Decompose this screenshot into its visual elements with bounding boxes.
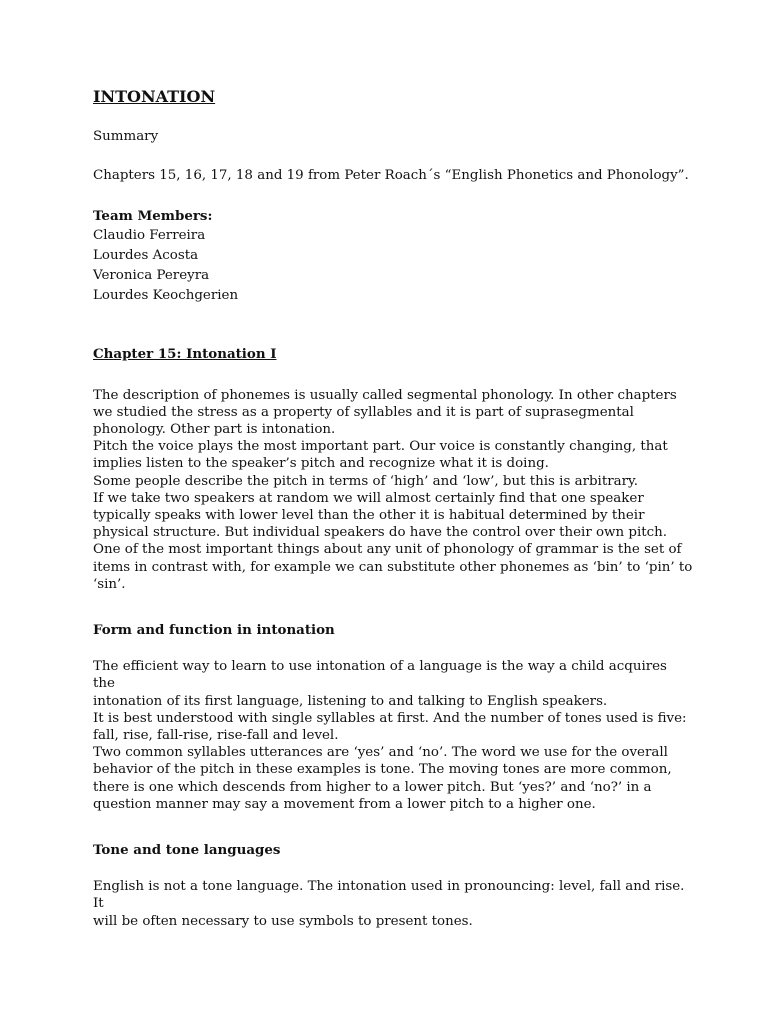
chapter15-body: The description of phonemes is usually called segmental phonology. In other chapters we studied the stress as a property of syllables and it is part of suprasegmental phonology. Other part is intonation. Pitch the voice plays the most important part. Our voice is constantly changing, that implies listen to the speaker’s pitch and recognize what it is doing. Some people describe the pitch in terms of ‘high’ and ‘low’, but this is arbitrary. If we take two speakers at random we will almost certainly find that one speaker typically speaks with lower level than the other it is habitual determined by their physical structure. But individual speakers do have the control over their own pitch. One of the most important things about any unit of phonology of grammar is the set of items in contrast with, for example we can substitute other phonemes as ‘bin’ to ‘pin’ to ‘sin’.	[93, 387, 693, 592]
document-title: INTONATION	[93, 87, 216, 106]
team-member: Claudio Ferreira	[93, 228, 206, 244]
form-function-heading: Form and function in intonation	[93, 622, 335, 639]
team-member: Lourdes Keochgerien	[93, 288, 239, 304]
team-member: Lourdes Acosta	[93, 248, 199, 264]
team-heading: Team Members:	[93, 208, 213, 225]
tone-languages-body: English is not a tone language. The intonation used in pronouncing: level, fall and rise. It will be often necessary to use symbols to present tones.	[93, 879, 685, 929]
tone-languages-heading: Tone and tone languages	[93, 842, 281, 859]
team-member: Veronica Pereyra	[93, 268, 210, 284]
form-function-body: The efficient way to learn to use intonation of a language is the way a child acquires the intonation of its first language, listening to and talking to English speakers. It is best understood with single syllables at first. And the number of tones used is five: fall, rise, fall-rise, rise-fall and level. Two common syllables utterances are ‘yes’ and ‘no’. The word we use for the overall behavior of the pitch in these examples is tone. The moving tones are more common, there is one which descends from higher to a lower pitch. But ‘yes?’ and ‘no?’ in a question manner may say a movement from a lower pitch to a higher one.	[93, 659, 687, 812]
team-members-list	[93, 226, 693, 306]
chapter15-heading: Chapter 15: Intonation I	[93, 346, 277, 363]
source-line: Chapters 15, 16, 17, 18 and 19 from Peter Roach´s “English Phonetics and Phonology”.	[93, 168, 689, 184]
document-page	[93, 86, 693, 930]
summary-label: Summary	[93, 129, 159, 144]
